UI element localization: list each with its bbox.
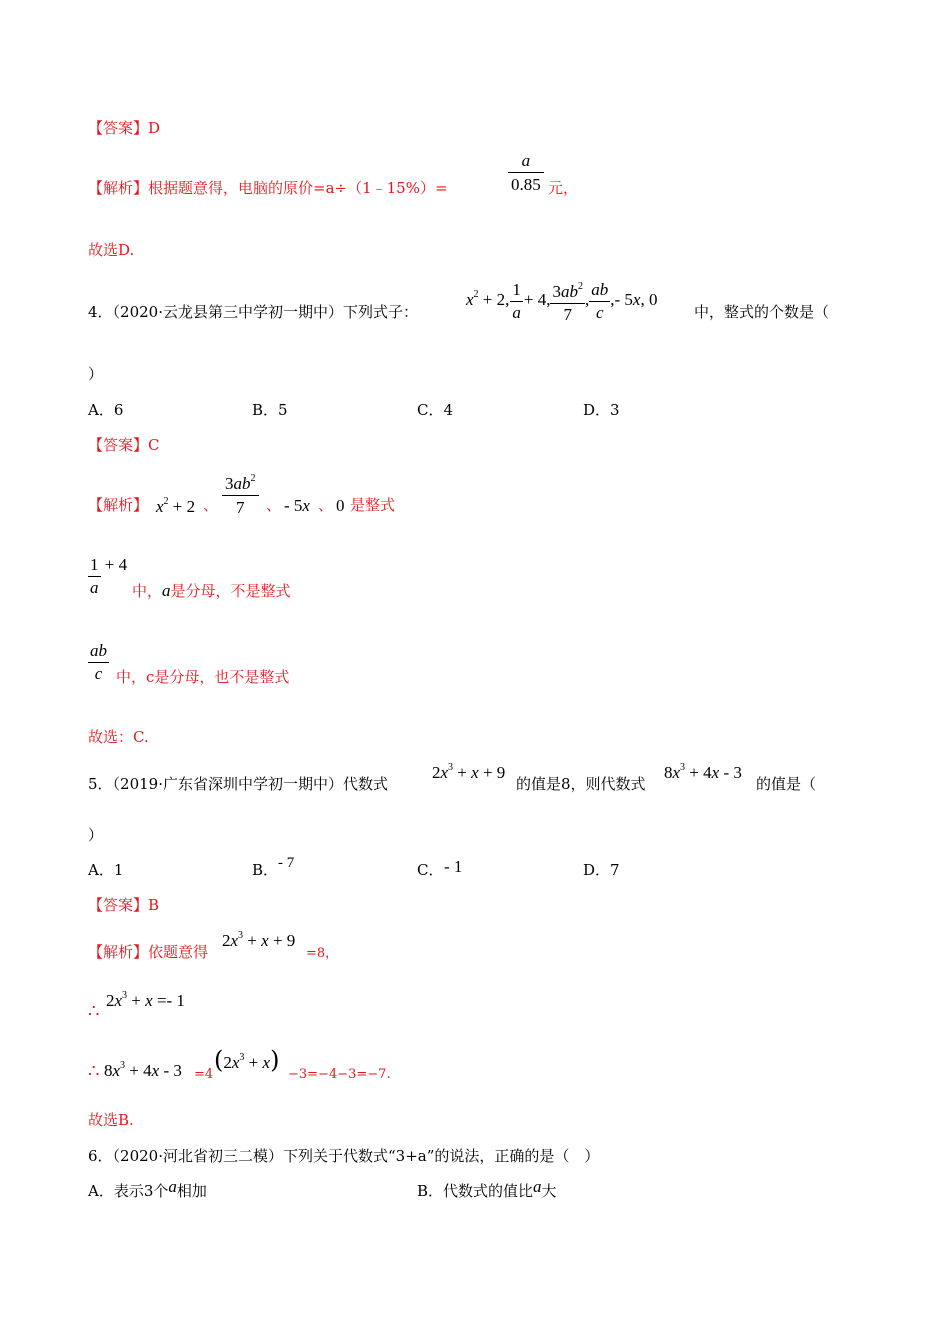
- q5-stem-close: ）: [88, 826, 104, 844]
- q6-option-b-pre: B．代数式的值比: [417, 1182, 534, 1200]
- q5-option-c: C．: [417, 861, 444, 879]
- q3-fraction: [508, 150, 544, 197]
- q6-stem: 6．（2020·河北省初三二模）下列关于代数式“3+a”的说法，正确的是（ ）: [88, 1147, 600, 1165]
- q4-line2-text-b: 是分母，不是整式: [170, 582, 291, 600]
- q4-analysis-sep1: 、: [203, 496, 219, 514]
- q3-answer-value: D: [148, 119, 161, 137]
- q6-option-a-pre: A．表示3个: [88, 1182, 169, 1200]
- q5-step2-expr: $8x^3 + 4x - 3$: [104, 1060, 182, 1080]
- q5-step2-a: =4: [194, 1067, 214, 1082]
- q4-analysis-expr3: - 5x: [284, 496, 310, 515]
- q6-option-b: [417, 1177, 557, 1201]
- q5-analysis-expr: $2x^3 + x + 9$: [222, 930, 296, 950]
- q4-analysis-sep2: 、: [266, 496, 282, 514]
- q5-therefore-1: ∴: [88, 1001, 100, 1022]
- q5-step2-paren: $(2x^3 + x)$: [214, 1046, 280, 1074]
- q3-conclusion: 故选D.: [88, 241, 135, 259]
- q4-line3-frac: $\frac{ab}{c}$: [90, 641, 107, 683]
- q5-stem-mid: 的值是8，则代数式: [516, 775, 646, 793]
- q3-analysis-text: 根据题意得，电脑的原价=a÷（1﹣15%）=: [148, 179, 448, 197]
- q4-analysis-label: 【解析】: [88, 496, 149, 514]
- q5-analysis-label: 【解析】: [88, 943, 149, 961]
- q4-conclusion: 故选：C.: [88, 728, 149, 746]
- q4-stem-suffix: 中，整式的个数是（: [694, 303, 830, 321]
- q3-answer-line: [88, 118, 160, 138]
- q4-analysis-frac: $3ab^2$ 7: [222, 468, 259, 520]
- q6-option-a-post: 相加: [176, 1182, 207, 1200]
- q4-stem-close: ）: [88, 365, 104, 383]
- q4-answer-label: 【答案】: [88, 436, 149, 454]
- q5-step1: $2x^3 + x =- 1$: [106, 990, 185, 1010]
- q6-option-b-post: 大: [541, 1182, 557, 1200]
- q5-option-a: A．1: [88, 861, 124, 879]
- q3-answer-label: 【答案】: [88, 119, 149, 137]
- q4-option-b: B．5: [252, 401, 288, 419]
- q5-option-b-math: - 7: [278, 855, 295, 871]
- q5-analysis-line: [88, 942, 208, 962]
- q5-therefore-2: ∴: [88, 1061, 100, 1082]
- q5-stem-expr1: $2x^3 + x + 9$: [432, 762, 506, 782]
- q4-analysis-line: [88, 495, 148, 515]
- q4-option-a: A．6: [88, 401, 124, 419]
- q5-step1-rhs: =- 1: [156, 991, 185, 1010]
- q4-answer-value: C: [148, 436, 160, 454]
- q5-option-c-math: - 1: [444, 857, 463, 876]
- q4-answer-line: [88, 435, 160, 455]
- q4-line2-expr: $\frac{1}{a}$ + 4: [90, 555, 128, 597]
- q5-conclusion: 故选B.: [88, 1111, 134, 1129]
- q3-frac-num: a: [508, 150, 544, 173]
- q4-line3-text: 中，c是分母，也不是整式: [116, 668, 290, 686]
- q6-option-b-var: a: [533, 1177, 542, 1196]
- q4-analysis-zero: 0: [336, 496, 345, 515]
- q4-analysis-tail: 是整式: [350, 496, 396, 514]
- q5-answer-value: B: [148, 896, 160, 914]
- q4-stem-prefix: 4．（2020·云龙县第三中学初一期中）下列式子：: [88, 303, 418, 321]
- q5-answer-line: [88, 895, 159, 915]
- q5-stem-prefix: 5．（2019·广东省深圳中学初一期中）代数式: [88, 775, 388, 793]
- q5-analysis-text: 依题意得: [148, 943, 209, 961]
- q6-option-a: [88, 1177, 207, 1201]
- q3-analysis-line: [88, 178, 448, 198]
- q4-stem-math: $x^2 + 2$, $\frac{1}{a}$ + 4, $\frac{3ab^2}{7}$ , $\frac{ab}{c}$ ,- 5x, 0: [466, 276, 657, 328]
- q5-answer-label: 【答案】: [88, 896, 149, 914]
- q4-line2-var: a: [162, 581, 171, 600]
- q4-line2-text-a: 中，: [132, 582, 163, 600]
- q3-frac-den: 0.85: [511, 175, 541, 194]
- q5-option-b: B．: [252, 861, 279, 879]
- q5-option-d: D．7: [583, 861, 620, 879]
- q4-stem: [88, 302, 418, 322]
- q5-stem-suffix: 的值是（: [756, 775, 817, 793]
- q5-stem-expr2: $8x^3 + 4x - 3$: [664, 762, 742, 782]
- q3-analysis-label: 【解析】: [88, 179, 149, 197]
- q4-analysis-expr1: $x^2 + 2$: [156, 496, 196, 516]
- q4-option-d: D．3: [583, 401, 620, 419]
- q4-analysis-sep3: 、: [318, 496, 334, 514]
- q6-option-a-var: a: [168, 1177, 177, 1196]
- q4-option-c: C．4: [417, 401, 454, 419]
- q5-analysis-eq: =8，: [306, 946, 339, 961]
- q4-line2-text: [132, 581, 291, 601]
- q5-step2-b: −3=−4−3=−7.: [288, 1067, 391, 1082]
- q3-analysis-tail: 元，: [548, 179, 579, 197]
